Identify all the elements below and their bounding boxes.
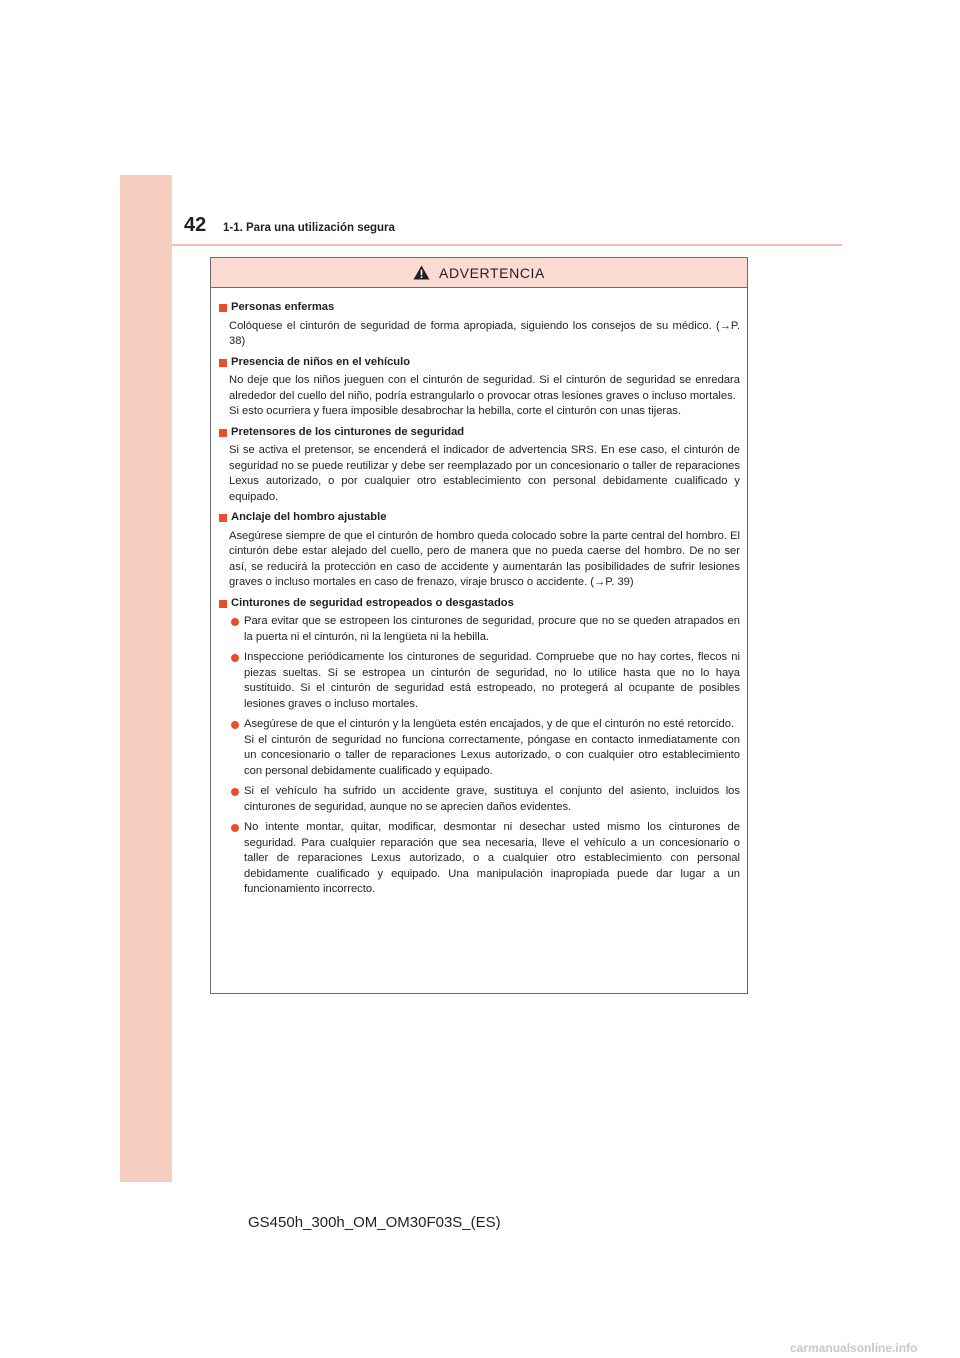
bullet-text xyxy=(244,820,740,898)
warning-item xyxy=(219,596,740,898)
square-bullet-icon xyxy=(219,514,227,522)
bullet-text xyxy=(244,614,740,645)
warning-item xyxy=(219,510,740,591)
square-bullet-icon xyxy=(219,429,227,437)
bullet-text xyxy=(244,784,740,815)
section-title: 1-1. Para una utilización segura xyxy=(223,222,395,234)
warning-triangle-icon xyxy=(413,265,430,280)
document-code: GS450h_300h_OM_OM30F03S_(ES) xyxy=(248,1214,501,1231)
warning-item-text xyxy=(219,319,740,350)
warning-item-heading-text: Anclaje del hombro ajustable xyxy=(231,511,387,523)
round-bullet-icon xyxy=(231,824,239,832)
bullet-paragraph: Para evitar que se estropeen los cinturones de seguridad, procure que no se queden atrapados en la puerta ni el cinturón, ni la lengüeta ni la hebilla. xyxy=(244,615,740,643)
watermark: carmanualsonline.info xyxy=(790,1341,918,1355)
round-bullet-icon xyxy=(231,788,239,796)
side-color-band xyxy=(120,175,172,1182)
warning-paragraph: No deje que los niños jueguen con el cinturón de seguridad. Si el cinturón de seguridad se enredara alrededor del cuello del niño, podría estrangularlo o provocar otras lesiones graves o incluso mortales. xyxy=(229,374,740,402)
square-bullet-icon xyxy=(219,600,227,608)
list-item xyxy=(219,784,740,815)
bullet-paragraph: Inspeccione periódicamente los cinturones de seguridad. Compruebe que no hay cortes, flecos ni piezas sueltas. Si se estropea un cinturón de seguridad, no lo utilice hasta que no lo haya sustituido. Si el cinturón de seguridad está estropeado, no protegerá al ocupante de posibles lesiones graves o incluso mortales. xyxy=(244,651,740,710)
bullet-paragraph: Si el vehículo ha sufrido un accidente grave, sustituya el conjunto del asiento, incluidos los cinturones de seguridad, aunque no se aprecien daños evidentes. xyxy=(244,785,740,813)
bullet-list xyxy=(219,614,740,898)
bullet-paragraph: Si el cinturón de seguridad no funciona correctamente, póngase en contacto inmediatamente con un concesionario o taller de reparaciones Lexus autorizado, o con cualquier otro establecimiento con personal debidamente cualificado y equipado. xyxy=(244,733,740,777)
bullet-paragraph: Asegúrese de que el cinturón y la lengüeta estén encajados, y de que el cinturón no esté retorcido. xyxy=(244,718,735,730)
warning-item-heading xyxy=(219,300,740,316)
warning-body xyxy=(211,288,747,898)
bullet-text xyxy=(244,650,740,712)
warning-paragraph: Asegúrese siempre de que el cinturón de hombro queda colocado sobre la parte central del hombro. El cinturón debe estar alejado del cuello, pero de manera que no pueda caerse del hombro. De no ser así, se reducirá la protección en caso de accidente y aumentarán las posibilidades de sufrir lesiones graves o incluso mortales en caso de frenazo, viraje brusco o accidente. (→P. 39) xyxy=(229,529,740,588)
bullet-paragraph: No intente montar, quitar, modificar, desmontar ni desechar usted mismo los cinturones de seguridad. Para cualquier reparación que sea necesaria, lleve el vehículo a un concesionario o taller de reparaciones Lexus autorizado, o a cualquier otro establecimiento con personal debidamente cualificado y equipado. Una manipulación inapropiada puede dar lugar a un funcionamiento incorrecto. xyxy=(244,821,740,895)
warning-item xyxy=(219,425,740,506)
warning-item-text xyxy=(219,443,740,505)
warning-paragraph: Colóquese el cinturón de seguridad de forma apropiada, siguiendo los consejos de su médico. (→P. 38) xyxy=(229,319,740,347)
warning-item-text xyxy=(219,529,740,591)
square-bullet-icon xyxy=(219,359,227,367)
bullet-text xyxy=(244,717,740,779)
warning-item-text xyxy=(219,373,740,420)
warning-header xyxy=(211,258,747,288)
warning-item-heading-text: Cinturones de seguridad estropeados o desgastados xyxy=(231,596,514,609)
round-bullet-icon xyxy=(231,618,239,626)
list-item xyxy=(219,650,740,712)
round-bullet-icon xyxy=(231,654,239,662)
list-item xyxy=(219,614,740,645)
page-number: 42 xyxy=(184,214,207,236)
warning-item xyxy=(219,355,740,420)
warning-item-heading-text: Personas enfermas xyxy=(231,301,335,313)
warning-item-heading xyxy=(219,425,740,441)
warning-item-heading xyxy=(219,596,740,612)
round-bullet-icon xyxy=(231,721,239,729)
square-bullet-icon xyxy=(219,304,227,312)
list-item xyxy=(219,717,740,779)
warning-item xyxy=(219,300,740,350)
warning-item-heading xyxy=(219,510,740,526)
warning-item-heading xyxy=(219,355,740,371)
list-item xyxy=(219,820,740,898)
warning-box xyxy=(210,257,748,994)
warning-title: ADVERTENCIA xyxy=(439,264,545,281)
warning-item-heading-text: Presencia de niños en el vehículo xyxy=(231,355,411,368)
warning-paragraph: Si se activa el pretensor, se encenderá el indicador de advertencia SRS. En ese caso, el cinturón de seguridad no se puede reutilizar y debe ser reemplazado por un concesionario o taller de reparaciones Lexus autorizado, o por cualquier otro establecimiento con personal debidamente cualificado y equipado. xyxy=(229,444,740,503)
header-divider xyxy=(172,244,842,246)
warning-paragraph: Si esto ocurriera y fuera imposible desabrochar la hebilla, corte el cinturón con unas tijeras. xyxy=(229,405,682,417)
warning-item-heading-text: Pretensores de los cinturones de seguridad xyxy=(231,425,465,438)
